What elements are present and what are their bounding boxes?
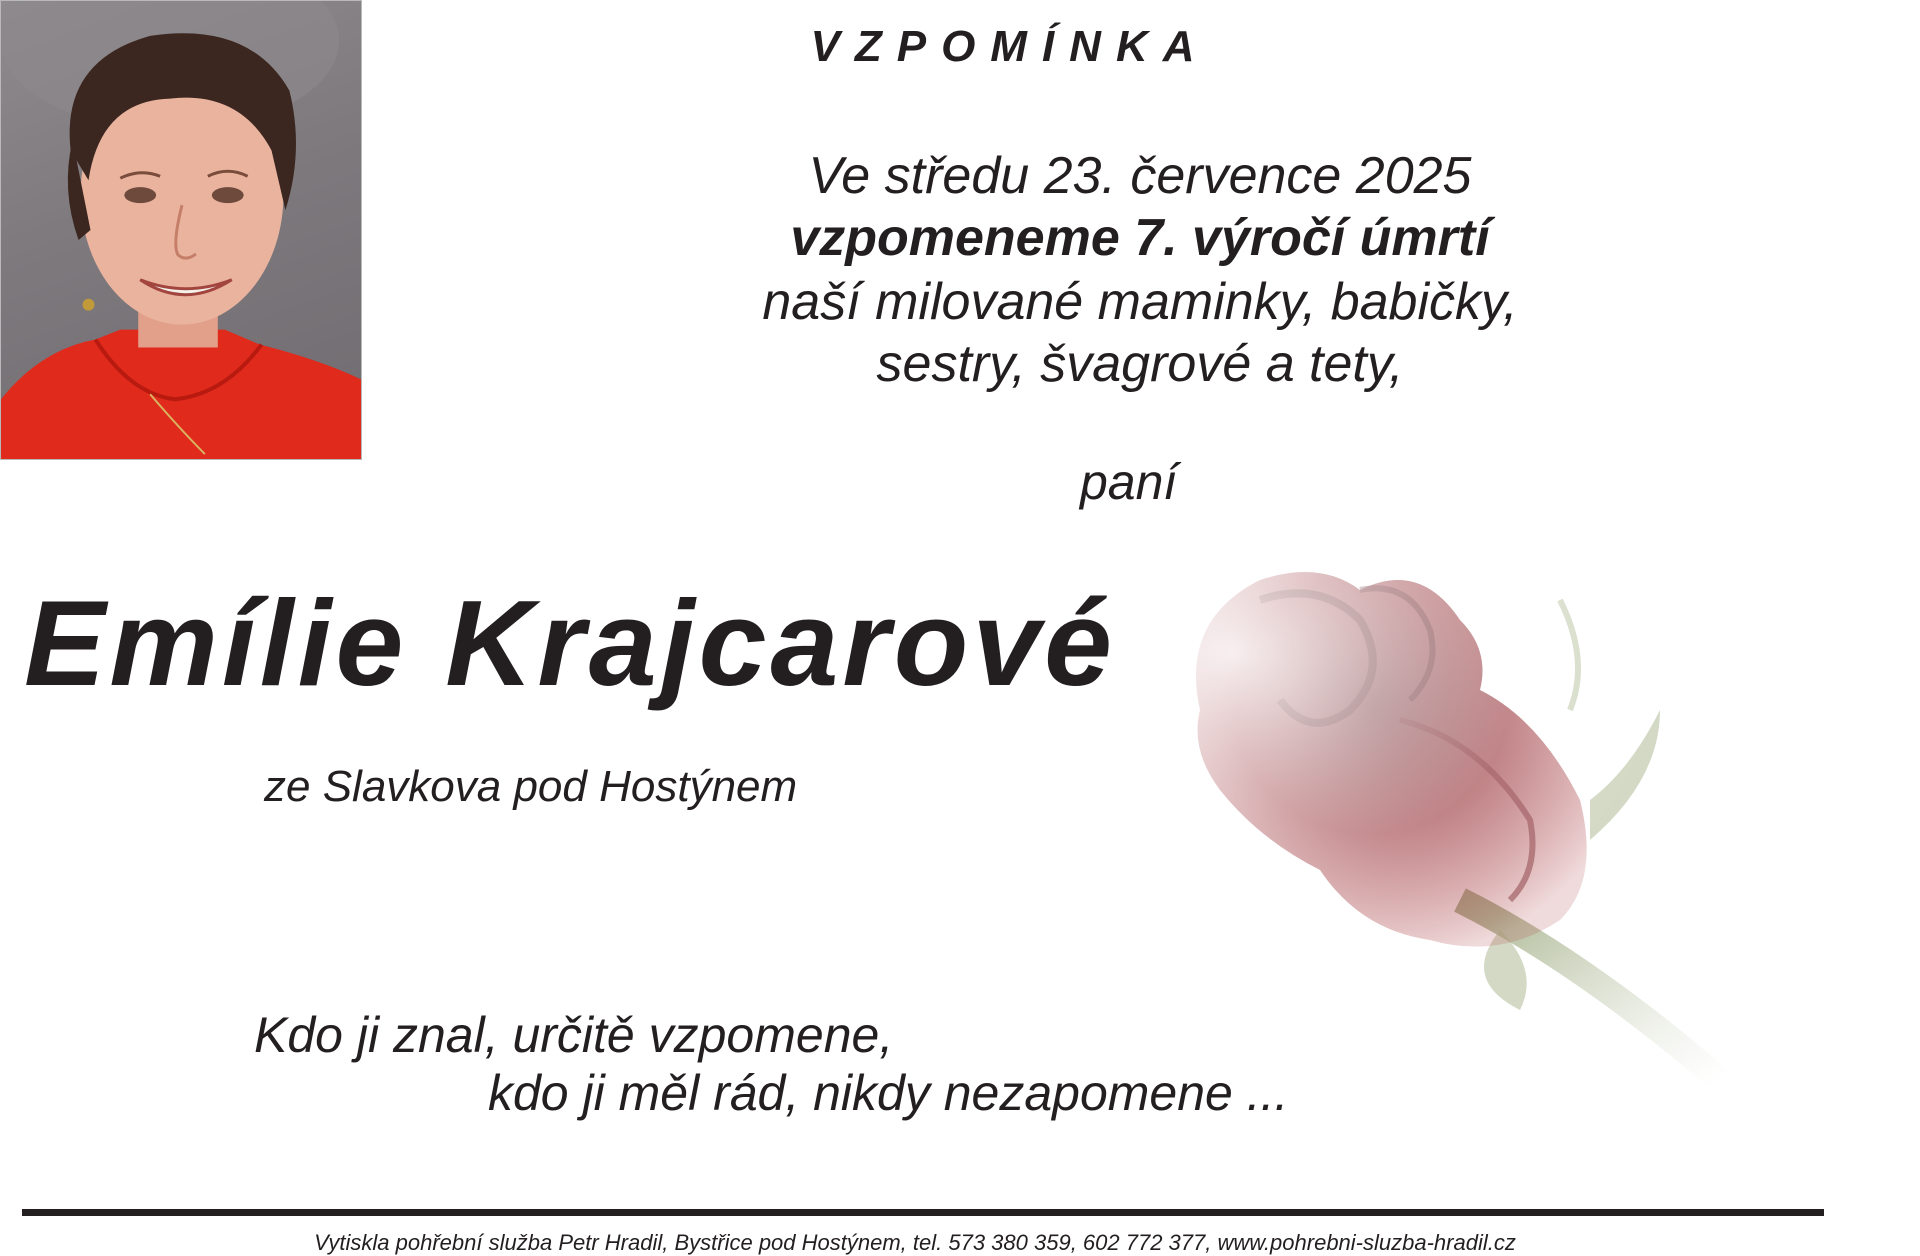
honorific: paní [1080,454,1178,510]
rose-illustration [1160,540,1880,1100]
intro-relations-line-2: sestry, švagrové a tety, [876,335,1404,393]
intro-date-line: Ve středu 23. července 2025 [808,147,1472,205]
heading: VZPOMÍNKA [810,22,1210,71]
verse-line-2: kdo ji měl rád, nikdy nezapomene ... [488,1065,1289,1121]
deceased-name: Emílie Krajcarové [24,575,1117,711]
origin-place: ze Slavkova pod Hostýnem [264,762,798,811]
intro-relations-line: naší milované maminky, babičky, [762,273,1518,331]
printer-credit: Vytiskla pohřební služba Petr Hradil, Bystřice pod Hostýnem, tel. 573 380 359, 602 772 377, www.pohrebni-sluzba-hradil.cz [314,1230,1516,1255]
verse-line-1: Kdo ji znal, určitě vzpomene, [254,1007,894,1063]
intro-anniversary-line: vzpomeneme 7. výročí úmrtí [790,209,1490,267]
rose-image [1160,540,1880,1100]
divider-line [22,1209,1824,1216]
